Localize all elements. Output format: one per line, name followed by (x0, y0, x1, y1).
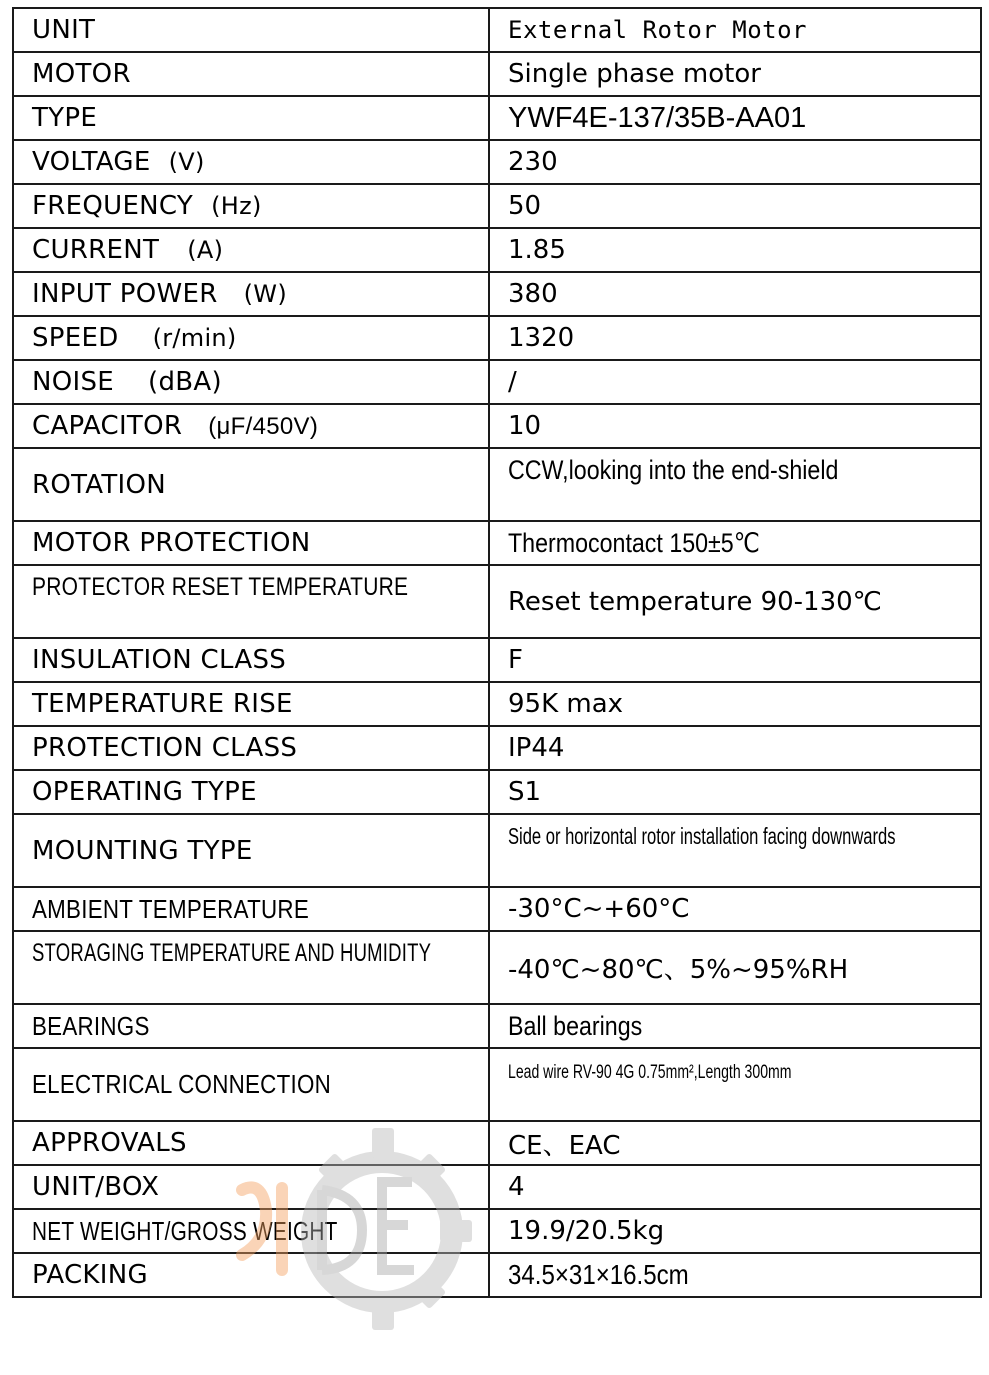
spec-label (13, 404, 489, 448)
spec-value: CE、EAC (489, 1121, 981, 1165)
table-row (13, 52, 981, 96)
table-row (13, 404, 981, 448)
spec-label (13, 565, 489, 638)
spec-label (13, 228, 489, 272)
table-row (13, 8, 981, 52)
spec-value (489, 448, 981, 521)
spec-label-text: AMBIENT TEMPERATURE (32, 893, 310, 924)
spec-value: F (489, 638, 981, 682)
spec-label: TYPE (13, 96, 489, 140)
spec-label: OPERATING TYPE (13, 770, 489, 814)
spec-label (13, 1048, 489, 1121)
spec-value-text: Side or horizontal rotor installation facing downwards (508, 823, 896, 849)
table-row (13, 448, 981, 521)
spec-label: UNIT (13, 8, 489, 52)
table-row (13, 726, 981, 770)
spec-value: 230 (489, 140, 981, 184)
table-row (13, 96, 981, 140)
spec-value: Reset temperature 90-130℃ (489, 565, 981, 638)
spec-label: MOTOR PROTECTION (13, 521, 489, 565)
spec-unit: (W) (243, 280, 287, 308)
table-row (13, 316, 981, 360)
spec-value: 1320 (489, 316, 981, 360)
table-row (13, 887, 981, 931)
table-row (13, 638, 981, 682)
table-row (13, 140, 981, 184)
spec-value: / (489, 360, 981, 404)
table-row (13, 184, 981, 228)
table-row (13, 1048, 981, 1121)
spec-label (13, 272, 489, 316)
spec-label-text: CAPACITOR (32, 411, 183, 441)
table-row (13, 1165, 981, 1209)
spec-value: Single phase motor (489, 52, 981, 96)
spec-label-text: VOLTAGE (32, 147, 151, 177)
spec-value-text: Thermocontact 150±5℃ (508, 527, 760, 558)
spec-table (12, 7, 982, 1298)
spec-value (489, 1048, 981, 1121)
spec-label-text: FREQUENCY (32, 191, 194, 221)
spec-value: 4 (489, 1165, 981, 1209)
table-row (13, 521, 981, 565)
spec-label-text: BEARINGS (32, 1010, 150, 1041)
spec-value: YWF4E-137/35B-AA01 (489, 96, 981, 140)
spec-label: MOTOR (13, 52, 489, 96)
spec-value-text: Lead wire RV-90 4G 0.75mm²,Length 300mm (508, 1062, 792, 1083)
spec-value: 380 (489, 272, 981, 316)
table-row (13, 931, 981, 1004)
spec-label: MOUNTING TYPE (13, 814, 489, 887)
spec-label (13, 931, 489, 1004)
spec-label-text: NOISE (32, 367, 115, 397)
table-row (13, 1004, 981, 1048)
spec-value (489, 1253, 981, 1297)
table-row (13, 1253, 981, 1297)
spec-value-text: 34.5×31×16.5cm (508, 1259, 689, 1290)
spec-label (13, 1004, 489, 1048)
spec-value: -40℃~80℃、5%~95%RH (489, 931, 981, 1004)
spec-label (13, 184, 489, 228)
spec-label-text: NET WEIGHT/GROSS WEIGHT (32, 1215, 338, 1246)
spec-unit: (r/min) (152, 324, 237, 352)
spec-unit: (A) (187, 236, 224, 264)
spec-label-text: INPUT POWER (32, 279, 218, 309)
spec-value: 1.85 (489, 228, 981, 272)
spec-label-text: STORAGING TEMPERATURE AND HUMIDITY (32, 939, 432, 967)
spec-label: TEMPERATURE RISE (13, 682, 489, 726)
spec-value (489, 521, 981, 565)
spec-label: PROTECTION CLASS (13, 726, 489, 770)
table-row (13, 770, 981, 814)
spec-value: 19.9/20.5kg (489, 1209, 981, 1253)
spec-value: External Rotor Motor (489, 8, 981, 52)
table-row (13, 1209, 981, 1253)
spec-label-text: ELECTRICAL CONNECTION (32, 1069, 332, 1099)
spec-label-text: SPEED (32, 323, 119, 353)
table-row (13, 814, 981, 887)
spec-unit: (dBA) (148, 367, 222, 397)
spec-label-text: CURRENT (32, 235, 160, 265)
spec-value: S1 (489, 770, 981, 814)
spec-label (13, 360, 489, 404)
spec-label: APPROVALS (13, 1121, 489, 1165)
spec-value: IP44 (489, 726, 981, 770)
spec-label: PACKING (13, 1253, 489, 1297)
spec-value: 95K max (489, 682, 981, 726)
spec-value-text: Ball bearings (508, 1010, 643, 1041)
table-row (13, 565, 981, 638)
spec-unit: (Hz) (211, 192, 262, 220)
spec-unit: (V) (168, 148, 205, 176)
spec-value-text: CCW,looking into the end-shield (508, 455, 839, 485)
spec-label: UNIT/BOX (13, 1165, 489, 1209)
spec-label (13, 140, 489, 184)
table-row (13, 228, 981, 272)
spec-value: 10 (489, 404, 981, 448)
spec-value (489, 1004, 981, 1048)
table-row (13, 682, 981, 726)
spec-label (13, 316, 489, 360)
spec-label: INSULATION CLASS (13, 638, 489, 682)
table-row (13, 1121, 981, 1165)
spec-value (489, 814, 981, 887)
spec-label-text: PROTECTOR RESET TEMPERATURE (32, 573, 409, 601)
table-row (13, 272, 981, 316)
spec-value: 50 (489, 184, 981, 228)
spec-unit: (μF/450V) (208, 413, 319, 440)
spec-label: ROTATION (13, 448, 489, 521)
table-row (13, 360, 981, 404)
spec-value: -30°C~+60°C (489, 887, 981, 931)
spec-label (13, 1209, 489, 1253)
spec-label (13, 887, 489, 931)
